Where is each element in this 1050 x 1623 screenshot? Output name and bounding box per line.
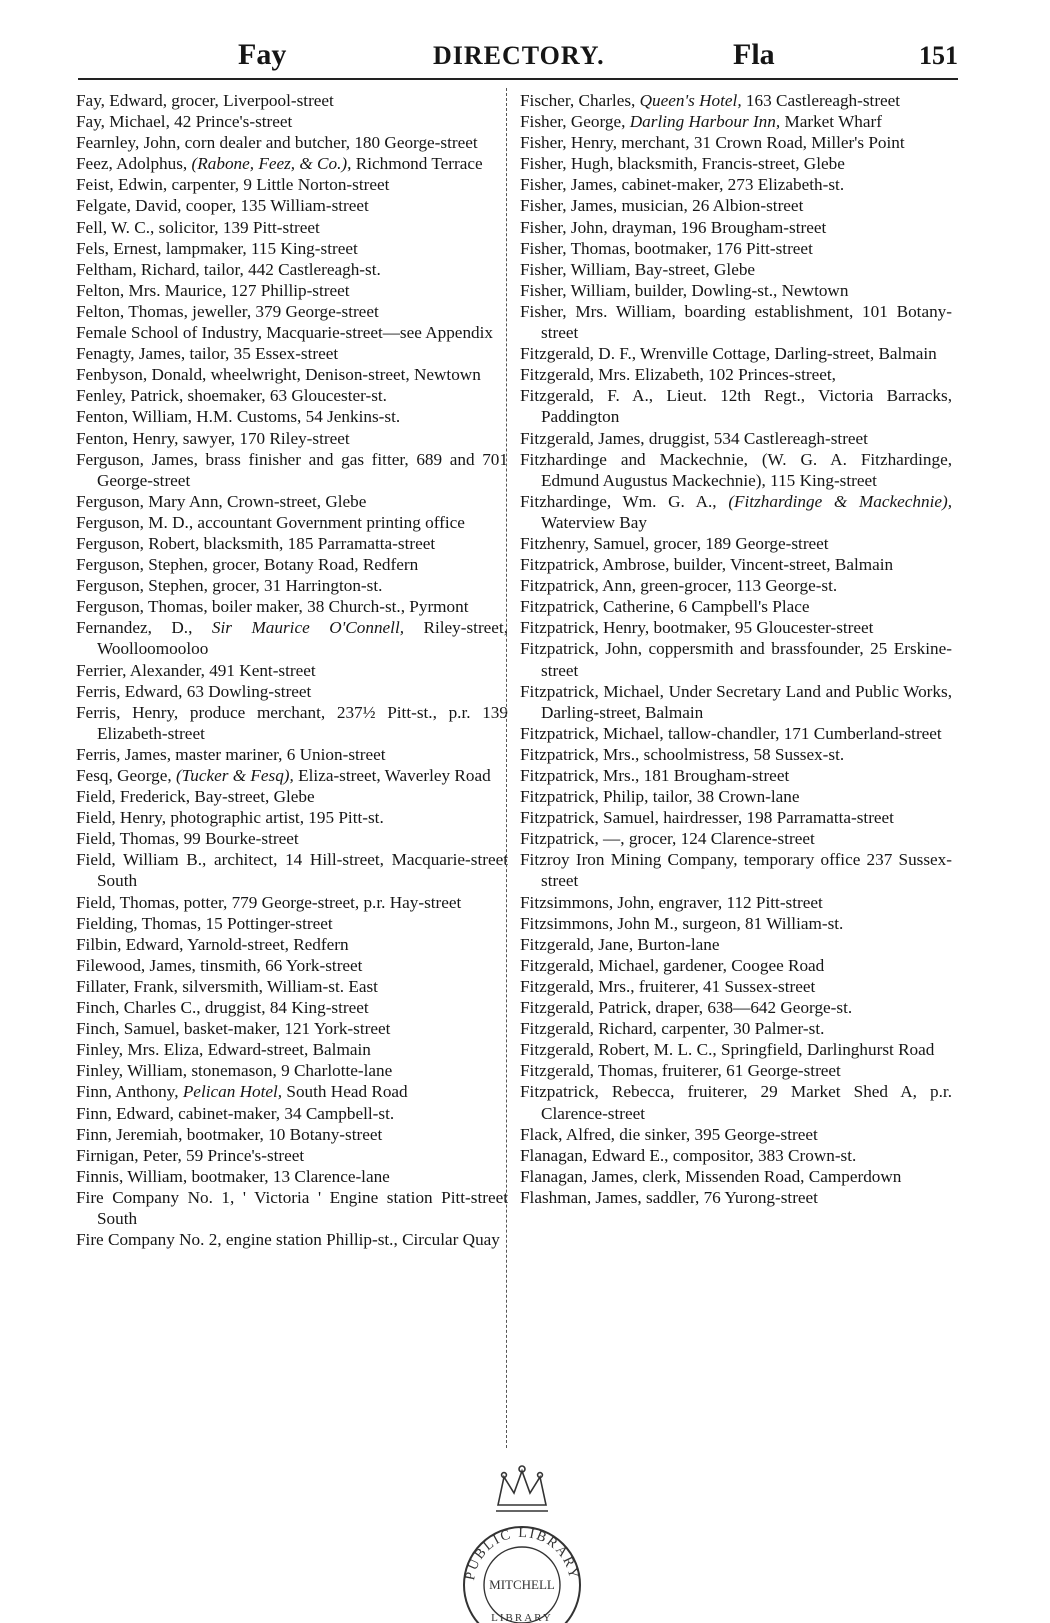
directory-entry: Flanagan, Edward E., compositor, 383 Crown-st. [520,1145,857,1165]
directory-entry: Fisher, James, cabinet-maker, 273 Elizabeth-st. [520,175,845,195]
directory-entry: Ferrier, Alexander, 491 Kent-street [76,660,316,680]
directory-entry: Fisher, George, Darling Harbour Inn, Market Wharf [520,112,882,132]
stamp-outer-ring [464,1527,580,1623]
directory-entry: Felton, Mrs. Maurice, 127 Phillip-street [76,280,350,300]
directory-entry: Fitzsimmons, John, engraver, 112 Pitt-street [520,892,823,912]
directory-entry: Fitzhenry, Samuel, grocer, 189 George-street [520,533,829,553]
directory-entry: Filewood, James, tinsmith, 66 York-street [76,955,363,975]
directory-entry: Fitzhardinge, Wm. G. A., (Fitzhardinge & Mackechnie), Waterview Bay [520,491,952,532]
directory-entry: Fisher, Thomas, bootmaker, 176 Pitt-street [520,238,813,258]
directory-entry: Feist, Edwin, carpenter, 9 Little Norton-street [76,175,390,195]
directory-entry: Fenton, William, H.M. Customs, 54 Jenkins-st. [76,407,401,427]
directory-entry: Ferris, Edward, 63 Dowling-street [76,681,312,701]
directory-entry: Fitzpatrick, —, grocer, 124 Clarence-street [520,829,815,849]
directory-entry: Fay, Edward, grocer, Liverpool-street [76,91,334,110]
directory-entry: Fitzpatrick, Henry, bootmaker, 95 Gloucester-street [520,618,874,638]
directory-entry: Fitzgerald, Jane, Burton-lane [520,934,720,954]
directory-entry: Fitzpatrick, Philip, tailor, 38 Crown-lane [520,787,800,807]
directory-entry: Fitzpatrick, Samuel, hairdresser, 198 Parramatta-street [520,808,894,828]
directory-entry: Fay, Michael, 42 Prince's-street [76,112,293,132]
directory-entry: Fitzgerald, Mrs. Elizabeth, 102 Princes-street, [520,365,836,385]
directory-entry: Ferguson, Thomas, boiler maker, 38 Church-st., Pyrmont [76,597,469,617]
directory-entry: Fitzsimmons, John M., surgeon, 81 William-st. [520,913,844,933]
directory-entry: Fisher, Hugh, blacksmith, Francis-street, Glebe [520,154,845,174]
directory-entry: Finch, Samuel, basket-maker, 121 York-street [76,1019,391,1039]
directory-entry: Fenton, Henry, sawyer, 170 Riley-street [76,428,350,448]
directory-entry: Finley, Mrs. Eliza, Edward-street, Balmain [76,1040,371,1060]
directory-entry: Fenagty, James, tailor, 35 Essex-street [76,344,339,364]
directory-entry: Fitzpatrick, Mrs., schoolmistress, 58 Sussex-st. [520,744,845,764]
directory-entry: Finley, William, stonemason, 9 Charlotte-lane [76,1061,393,1081]
directory-entry: Fitzgerald, F. A., Lieut. 12th Regt., Victoria Barracks, Paddington [520,386,952,427]
directory-entry: Fels, Ernest, lampmaker, 115 King-street [76,238,358,258]
directory-entry: Flanagan, James, clerk, Missenden Road, Camperdown [520,1166,902,1186]
directory-entry: Ferguson, Robert, blacksmith, 185 Parramatta-street [76,533,436,553]
running-header [78,38,958,80]
directory-entry: Fisher, William, builder, Dowling-st., Newtown [520,280,849,300]
header-last-word: Fla [733,38,775,71]
directory-entry: Fenley, Patrick, shoemaker, 63 Gloucester-st. [76,386,387,406]
svg-text:PUBLIC LIBRARY [463,1526,581,1582]
directory-entry: Ferris, James, master mariner, 6 Union-street [76,744,386,764]
left-column [76,90,508,1250]
directory-entry: Fitzgerald, Michael, gardener, Coogee Road [520,955,825,975]
directory-entry: Fell, W. C., solicitor, 139 Pitt-street [76,217,320,237]
directory-entry: Fitzgerald, Richard, carpenter, 30 Palmer-st. [520,1019,825,1039]
directory-entry: Fitzgerald, Mrs., fruiterer, 41 Sussex-street [520,976,816,996]
directory-entry: Fitzpatrick, Ambrose, builder, Vincent-street, Balmain [520,555,894,575]
directory-entry: Fisher, John, drayman, 196 Brougham-street [520,217,827,237]
page-number: 151 [919,41,958,70]
stamp-top-text: PUBLIC LIBRARY [463,1525,581,1582]
directory-entry: Fitzgerald, Robert, M. L. C., Springfield, Darlinghurst Road [520,1040,935,1060]
directory-entry: Fitzpatrick, Ann, green-grocer, 113 George-st. [520,576,838,596]
directory-entry: Fitzroy Iron Mining Company, temporary office 237 Sussex-street [520,850,952,891]
directory-entry: Ferguson, Stephen, grocer, Botany Road, Redfern [76,555,419,575]
directory-entry: Fitzgerald, James, druggist, 534 Castlereagh-street [520,428,868,448]
column-divider [506,88,507,1448]
directory-entry: Field, Thomas, 99 Bourke-street [76,829,299,849]
directory-entry: Fillater, Frank, silversmith, William-st. East [76,976,378,996]
directory-entry: Field, Thomas, potter, 779 George-street, p.r. Hay-street [76,892,462,912]
directory-entry: Finch, Charles C., druggist, 84 King-street [76,998,369,1018]
directory-entry: Felgate, David, cooper, 135 William-street [76,196,369,216]
directory-entry: Fernandez, D., Sir Maurice O'Connell, Riley-street, Woolloomooloo [76,618,508,659]
directory-entry: Fisher, Mrs. William, boarding establishment, 101 Botany-street [520,301,952,343]
directory-entry: Ferris, Henry, produce merchant, 237½ Pitt-st., p.r. 139 Elizabeth-street [76,702,508,743]
directory-entry: Female School of Industry, Macquarie-street—see Appendix [76,323,493,343]
directory-entry: Fitzpatrick, Mrs., 181 Brougham-street [520,766,790,785]
directory-entry: Fisher, William, Bay-street, Glebe [520,259,756,279]
directory-entry: Ferguson, Mary Ann, Crown-street, Glebe [76,491,367,511]
directory-entry: Fitzpatrick, John, coppersmith and brassfounder, 25 Erskine-street [520,639,952,680]
directory-entry: Felton, Thomas, jeweller, 379 George-street [76,301,379,321]
directory-entry: Fesq, George, (Tucker & Fesq), Eliza-street, Waverley Road [76,766,491,785]
directory-entry: Finn, Edward, cabinet-maker, 34 Campbell-st. [76,1103,395,1123]
directory-entry: Fitzgerald, D. F., Wrenville Cottage, Darling-street, Balmain [520,344,937,364]
directory-entry: Fenbyson, Donald, wheelwright, Denison-street, Newtown [76,365,481,385]
header-title: DIRECTORY. [433,41,605,70]
header-first-word: Fay [238,38,287,71]
directory-entry: Fitzhardinge and Mackechnie, (W. G. A. Fitzhardinge, Edmund Augustus Mackechnie), 115 King-street [520,449,952,490]
directory-entry: Feez, Adolphus, (Rabone, Feez, & Co.), Richmond Terrace [76,154,483,174]
library-stamp [448,1455,596,1623]
directory-entry: Filbin, Edward, Yarnold-street, Redfern [76,934,349,954]
stamp-bottom-text: LIBRARY [491,1612,553,1623]
directory-entry: Finn, Anthony, Pelican Hotel, South Head Road [76,1082,408,1102]
directory-entry: Fisher, Henry, merchant, 31 Crown Road, Miller's Point [520,133,905,153]
directory-entry: Fitzpatrick, Rebecca, fruiterer, 29 Market Shed A, p.r. Clarence-street [520,1082,952,1123]
directory-entry: Field, William B., architect, 14 Hill-street, Macquarie-street South [76,850,508,891]
directory-entry: Firnigan, Peter, 59 Prince's-street [76,1145,305,1165]
directory-entry: Fisher, James, musician, 26 Albion-street [520,196,804,216]
directory-entry: Ferguson, Stephen, grocer, 31 Harrington-st. [76,576,383,596]
directory-entry: Fitzgerald, Patrick, draper, 638—642 George-st. [520,998,853,1018]
directory-entry: Finnis, William, bootmaker, 13 Clarence-lane [76,1166,390,1186]
directory-entry: Fire Company No. 2, engine station Phillip-st., Circular Quay [76,1230,500,1250]
directory-entry: Fitzpatrick, Catherine, 6 Campbell's Place [520,597,810,617]
directory-entry: Flack, Alfred, die sinker, 395 George-street [520,1124,818,1144]
directory-entry: Finn, Jeremiah, bootmaker, 10 Botany-street [76,1124,383,1144]
directory-entry: Fitzpatrick, Michael, tallow-chandler, 171 Cumberland-street [520,723,942,743]
directory-entry: Fitzpatrick, Michael, Under Secretary Land and Public Works, Darling-street, Balmain [520,681,952,722]
directory-entry: Feltham, Richard, tailor, 442 Castlereagh-st. [76,259,381,279]
directory-entry: Flashman, James, saddler, 76 Yurong-street [520,1187,818,1207]
stamp-center-text: MITCHELL [489,1577,555,1592]
directory-entry: Ferguson, M. D., accountant Government printing office [76,512,465,532]
directory-entry: Field, Frederick, Bay-street, Glebe [76,787,315,807]
directory-entry: Fielding, Thomas, 15 Pottinger-street [76,913,333,933]
directory-entry: Fischer, Charles, Queen's Hotel, 163 Castlereagh-street [520,91,901,110]
directory-entry: Fire Company No. 1, ' Victoria ' Engine station Pitt-street South [76,1187,508,1228]
directory-entry: Fitzgerald, Thomas, fruiterer, 61 George-street [520,1061,841,1081]
directory-entry: Ferguson, James, brass finisher and gas fitter, 689 and 701 George-street [76,449,508,490]
crown-icon [496,1466,548,1511]
directory-entry: Field, Henry, photographic artist, 195 Pitt-st. [76,808,384,828]
directory-entry: Fearnley, John, corn dealer and butcher, 180 George-street [76,133,478,153]
right-column [520,90,952,1208]
